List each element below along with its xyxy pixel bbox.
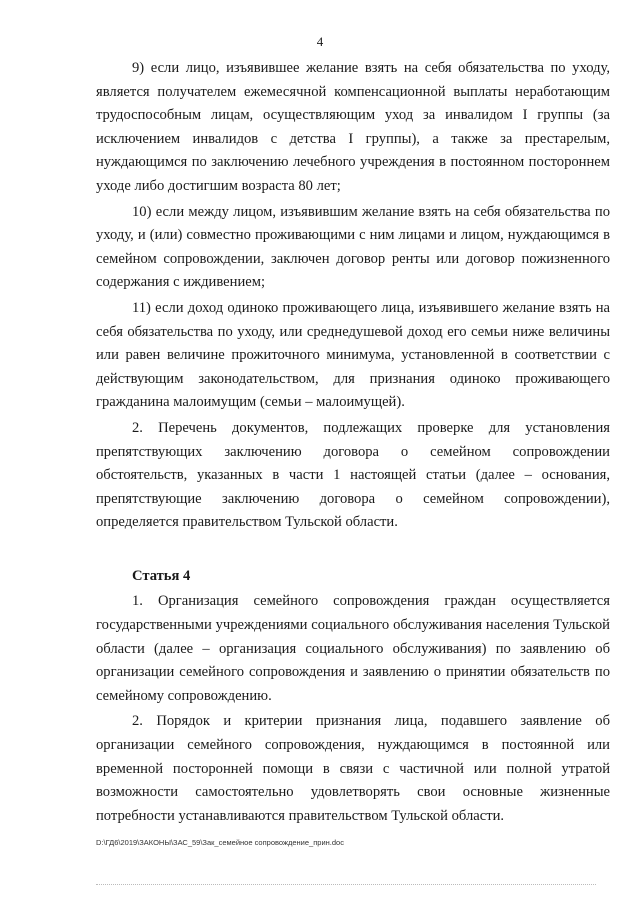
document-body (96, 57, 610, 828)
article-paragraph-2: 2. Порядок и критерии признания лица, подавшего заявление об организации семейного сопровождения, нуждающимся в постоянной или временной посторонней помощи в связи с частичной или полной утратой возможности самостоятельно удовлетворять свои основные жизненные потребности устанавливаются правительством Тульской области. (96, 713, 610, 824)
article-heading: Статья 4 (132, 567, 191, 584)
scan-artifact-line (96, 884, 596, 886)
paragraph-part-2: 2. Перечень документов, подлежащих проверке для установления препятствующих заключению договора о семейном сопровождении обстоятельств, указанных в части 1 настоящей статьи (далее – основания, препятствующие заключению договора о семейном сопровождении), определяется правительством Тульской области. (96, 419, 610, 531)
page-number: 4 (316, 34, 324, 49)
paragraph-item-9: 9) если лицо, изъявившее желание взять на себя обязательства по уходу, является получателем ежемесячной компенсационной выплаты неработающим трудоспособным лицам, осуществляющим уход за инвалидом I группы (за исключением инвалидов с детства I группы), а также за престарелым, нуждающимся по заключению лечебного учреждения в постоянном постороннем уходе либо достигшим возраста 80 лет; (96, 60, 610, 194)
footer-file-path: D:\ГД6\2019\ЗАКОНЫ\ЗАС_59\Зак_семейное сопровождение_прин.doc (96, 838, 344, 847)
paragraph-item-10: 10) если между лицом, изъявившим желание взять на себя обязательства по уходу, и (или) совместно проживающими с ним лицами и лицом, нуждающимся в семейном сопровождении, заключен договор ренты или договор пожизненного содержания с иждивением; (96, 203, 610, 291)
article-paragraph-1: 1. Организация семейного сопровождения граждан осуществляется государственными учреждениями социального обслуживания населения Тульской области (далее – организация социального обслуживания) по заявлению об организации семейного сопровождения и заявлению о принятии обязательств по семейному сопровождению. (96, 593, 610, 704)
paragraph-item-11: 11) если доход одиноко проживающего лица, изъявившего желание взять на себя обязательства по уходу, или среднедушевой доход его семьи ниже величины или равен величине прожиточного минимума, установленной в соответствии с действующим законодательством, для признания одиноко проживающего гражданина малоимущим (семьи – малоимущей). (96, 299, 610, 411)
